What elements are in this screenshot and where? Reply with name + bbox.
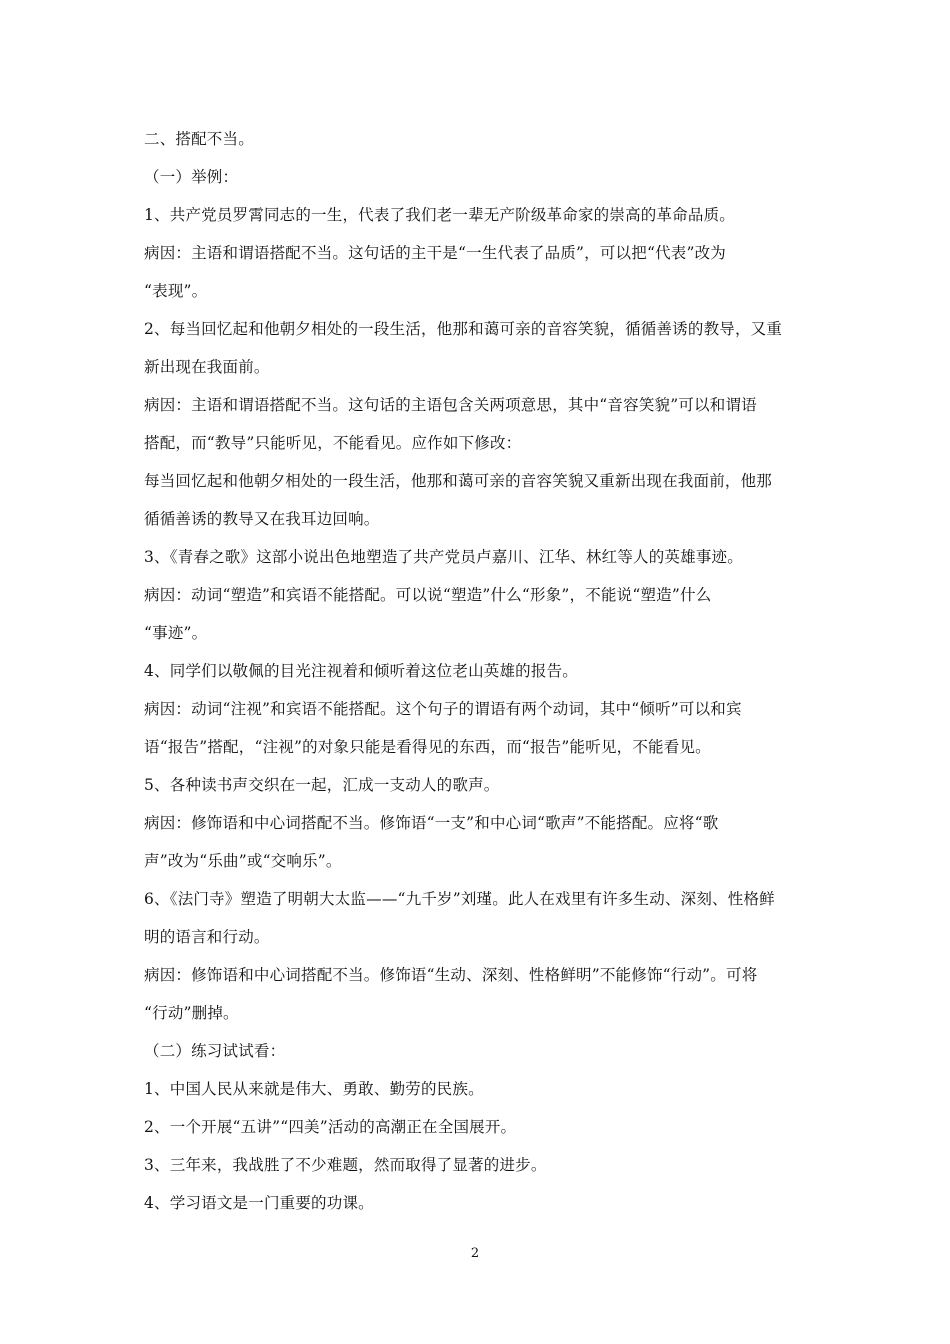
diagnosis-4-line-1: 病因：动词“注视”和宾语不能搭配。这个句子的谓语有两个动词，其中“倾听”可以和宾 — [144, 700, 742, 718]
revision-2-line-2: 循循善诱的教导又在我耳边回响。 — [144, 510, 380, 528]
practice-item-2: 2、一个开展“五讲”“四美”活动的高潮正在全国展开。 — [144, 1118, 517, 1136]
example-1: 1、共产党员罗霄同志的一生，代表了我们老一辈无产阶级革命家的崇高的革命品质。 — [144, 206, 735, 224]
diagnosis-6-line-1: 病因：修饰语和中心词搭配不当。修饰语“生动、深刻、性格鲜明”不能修饰“行动”。可将 — [144, 966, 758, 984]
example-2-line-2: 新出现在我面前。 — [144, 358, 270, 376]
diagnosis-3-line-2: “事迹”。 — [144, 624, 208, 642]
diagnosis-1-line-1: 病因：主语和谓语搭配不当。这句话的主干是“一生代表了品质”，可以把“代表”改为 — [144, 244, 726, 262]
diagnosis-3-line-1: 病因：动词“塑造”和宾语不能搭配。可以说“塑造”什么“形象”，不能说“塑造”什么 — [144, 586, 712, 604]
example-5: 5、各种读书声交织在一起，汇成一支动人的歌声。 — [144, 776, 500, 794]
document-body — [144, 120, 814, 1222]
section-heading: 二、搭配不当。 — [144, 130, 254, 148]
example-6-line-2: 明的语言和行动。 — [144, 928, 270, 946]
example-2-line-1: 2、每当回忆起和他朝夕相处的一段生活，他那和蔼可亲的音容笑貌，循循善诱的教导，又重 — [144, 320, 783, 338]
diagnosis-1-line-2: “表现”。 — [144, 282, 208, 300]
diagnosis-4-line-2: 语“报告”搭配，“注视”的对象只能是看得见的东西，而“报告”能听见，不能看见。 — [144, 738, 711, 756]
diagnosis-5-line-2: 声”改为“乐曲”或“交响乐”。 — [144, 852, 342, 870]
practice-item-4: 4、学习语文是一门重要的功课。 — [144, 1194, 374, 1212]
page-number: 2 — [470, 1246, 480, 1261]
diagnosis-2-line-2: 搭配，而“教导”只能听见，不能看见。应作如下修改： — [144, 434, 522, 452]
subsection-heading-examples: （一）举例： — [144, 168, 239, 186]
example-4: 4、同学们以敬佩的目光注视着和倾听着这位老山英雄的报告。 — [144, 662, 578, 680]
diagnosis-5-line-1: 病因：修饰语和中心词搭配不当。修饰语“一支”和中心词“歌声”不能搭配。应将“歌 — [144, 814, 719, 832]
example-3: 3、《青春之歌》这部小说出色地塑造了共产党员卢嘉川、江华、林红等人的英雄事迹。 — [144, 548, 743, 566]
diagnosis-6-line-2: “行动”删掉。 — [144, 1004, 239, 1022]
example-6-line-1: 6、《法门寺》塑造了明朝大太监——“九千岁”刘瑾。此人在戏里有许多生动、深刻、性格鲜 — [144, 890, 775, 908]
practice-item-3: 3、三年来，我战胜了不少难题，然而取得了显著的进步。 — [144, 1156, 547, 1174]
subsection-heading-practice: （二）练习试试看： — [144, 1042, 286, 1060]
diagnosis-2-line-1: 病因：主语和谓语搭配不当。这句话的主语包含关两项意思，其中“音容笑貌”可以和谓语 — [144, 396, 757, 414]
practice-item-1: 1、中国人民从来就是伟大、勇敢、勤劳的民族。 — [144, 1080, 484, 1098]
revision-2-line-1: 每当回忆起和他朝夕相处的一段生活，他那和蔼可亲的音容笑貌又重新出现在我面前，他那 — [144, 472, 773, 490]
